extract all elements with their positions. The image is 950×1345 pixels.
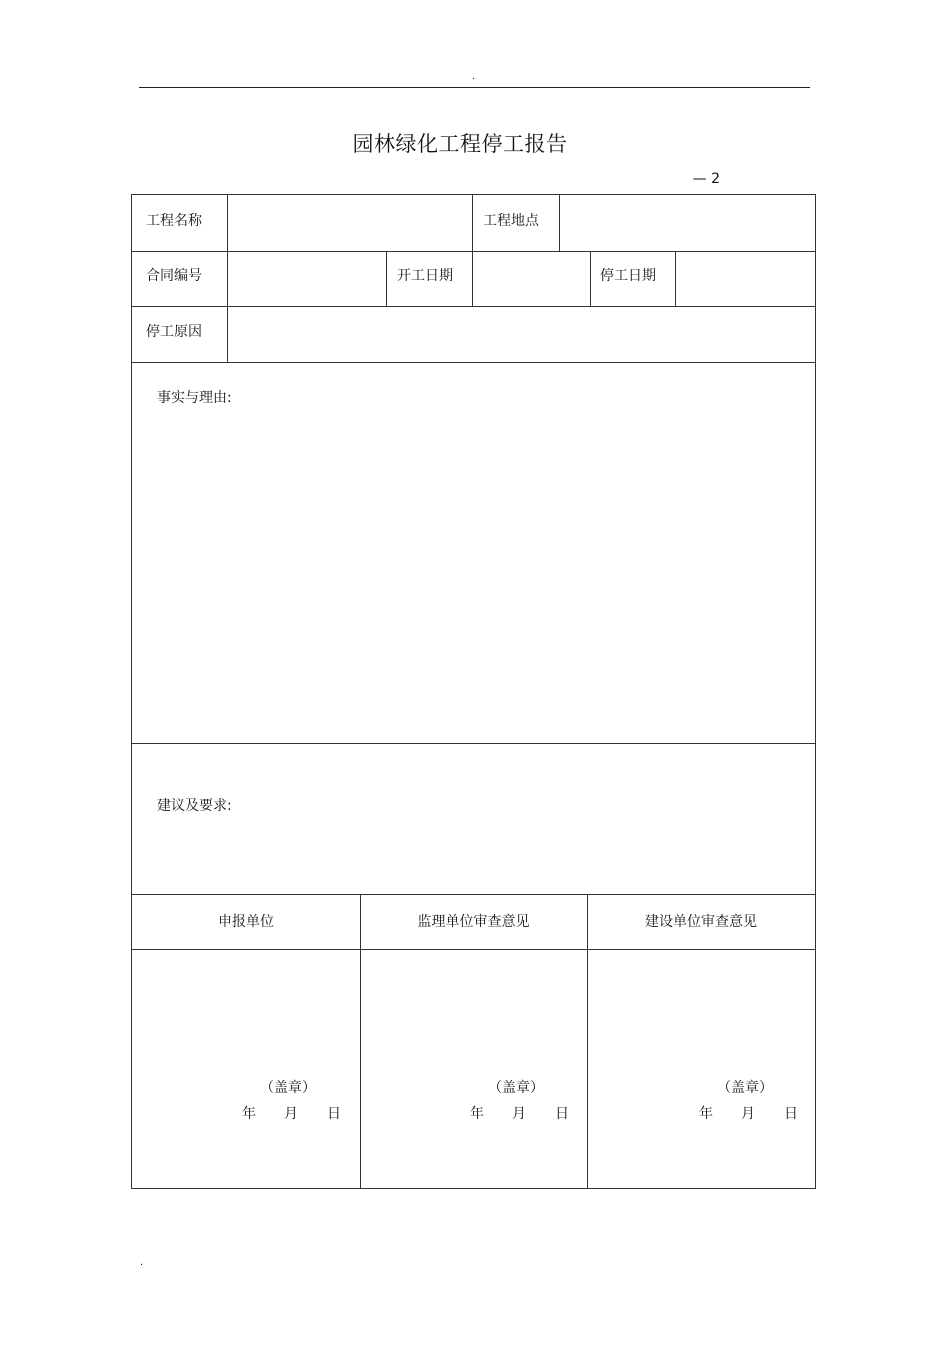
project-name-label: 工程名称 [146, 213, 202, 229]
month-label: 月 [284, 1106, 298, 1122]
column-divider [386, 251, 387, 306]
document-title: 园林绿化工程停工报告 [352, 132, 568, 156]
row-divider [132, 362, 815, 363]
form-number: — 2 [692, 171, 720, 187]
seal-note: （盖章） [488, 1080, 544, 1096]
month-label: 月 [512, 1106, 526, 1122]
owner-review-heading: 建设单位审查意见 [645, 914, 757, 930]
facts-text-area[interactable] [133, 415, 814, 743]
supervisor-review-heading: 监理单位审查意见 [417, 914, 530, 930]
project-name-field[interactable] [228, 196, 472, 251]
row-divider [132, 894, 815, 895]
year-label: 年 [242, 1106, 256, 1122]
project-site-field[interactable] [560, 196, 814, 251]
year-label: 年 [470, 1106, 484, 1122]
seal-note: （盖章） [260, 1080, 316, 1096]
applicant-unit-heading: 申报单位 [218, 914, 274, 930]
seal-note: （盖章） [717, 1080, 773, 1096]
day-label: 日 [784, 1106, 798, 1122]
applicant-signature-area[interactable] [133, 950, 360, 1188]
month-label: 月 [741, 1106, 755, 1122]
suggestions-label: 建议及要求: [157, 798, 232, 814]
day-label: 日 [555, 1106, 569, 1122]
owner-signature-area[interactable] [588, 950, 814, 1188]
contract-number-label: 合同编号 [146, 268, 202, 284]
stop-date-field[interactable] [676, 252, 814, 306]
start-date-label: 开工日期 [397, 268, 453, 284]
supervisor-signature-area[interactable] [361, 950, 587, 1188]
stop-reason-label: 停工原因 [146, 324, 202, 340]
report-form-table [131, 194, 816, 1189]
header-mark: . [472, 71, 476, 82]
stop-date-label: 停工日期 [600, 268, 656, 284]
stop-reason-field[interactable] [228, 307, 814, 362]
project-site-label: 工程地点 [483, 213, 539, 229]
facts-label: 事实与理由: [157, 390, 232, 406]
day-label: 日 [327, 1106, 341, 1122]
contract-number-field[interactable] [228, 252, 386, 306]
footer-mark: . [140, 1257, 144, 1268]
year-label: 年 [699, 1106, 713, 1122]
suggestions-text-area[interactable] [133, 823, 814, 894]
start-date-field[interactable] [473, 252, 590, 306]
row-divider [132, 743, 815, 744]
column-divider [590, 251, 591, 306]
header-rule [139, 87, 810, 88]
